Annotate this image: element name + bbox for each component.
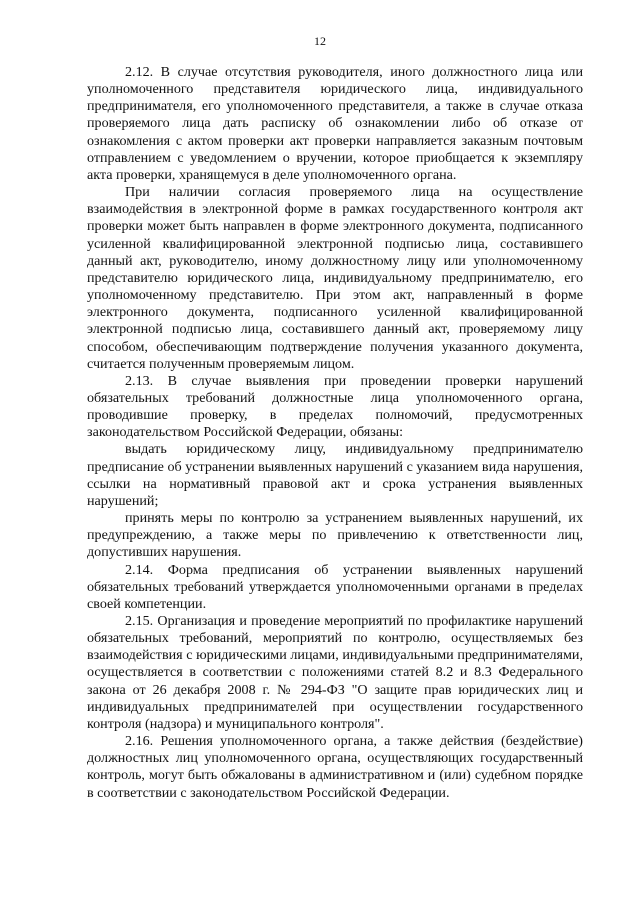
paragraph-2-16: 2.16. Решения уполномоченного органа, а также действия (бездействие) должностных лиц уполномоченного органа, осуществляющих государственный контроль, могут быть обжалованы в административном и (или) судебном порядке в соответствии с законодательством Российской Федерации. [87, 733, 583, 801]
paragraph-issue-order: выдать юридическому лицу, индивидуальному предпринимателю предписание об устранении выявленных нарушений с указанием вида нарушения, ссылки на нормативный правовой акт и срока устранения выявленных нарушений; [87, 441, 583, 509]
paragraph-2-15: 2.15. Организация и проведение мероприятий по профилактике нарушений обязательных требований, мероприятий по контролю, осуществляемых без взаимодействия с юридическими лицами, индивидуальными предпринимателями, осуществляется в соответствии с положениями статей 8.2 и 8.3 Федерального закона от 26 декабря 2008 г. № 294-ФЗ "О защите прав юридических лиц и индивидуальных предпринимателей при осуществлении государственного контроля (надзора) и муниципального контроля". [87, 613, 583, 732]
paragraph-2-14: 2.14. Форма предписания об устранении выявленных нарушений обязательных требований утверждается уполномоченными органами в пределах своей компетенции. [87, 561, 583, 612]
paragraph-2-12: 2.12. В случае отсутствия руководителя, иного должностного лица или уполномоченного представителя юридического лица, индивидуального предпринимателя, его уполномоченного представителя, а также в случае отказа проверяемого лица дать расписку об ознакомлении либо об отказе от ознакомления с актом проверки акт проверки направляется заказным почтовым отправлением с уведомлением о вручении, которое приобщается к экземпляру акта проверки, хранящемуся в деле уполномоченного органа. [87, 64, 583, 183]
document-body [87, 64, 583, 802]
paragraph-electronic-act: При наличии согласия проверяемого лица на осуществление взаимодействия в электронной форме в рамках государственного контроля акт проверки может быть направлен в форме электронного документа, подписанного усиленной квалифицированной электронной подписью лица, составившего данный акт, руководителю, иному должностному лицу или уполномоченному представителю юридического лица, индивидуальному предпринимателю, его уполномоченному представителю. При этом акт, направленный в форме электронного документа, подписанного усиленной квалифицированной электронной подписью лица, составившего данный акт, проверяемому лицу способом, обеспечивающим подтверждение получения указанного документа, считается полученным проверяемым лицом. [87, 184, 583, 372]
page-number: 12 [314, 34, 326, 48]
paragraph-2-13: 2.13. В случае выявления при проведении проверки нарушений обязательных требований должностные лица уполномоченного органа, проводившие проверку, в пределах полномочий, предусмотренных законодательством Российской Федерации, обязаны: [87, 372, 583, 441]
paragraph-take-measures: принять меры по контролю за устранением выявленных нарушений, их предупреждению, а также меры по привлечению к ответственности лиц, допустивших нарушения. [87, 510, 583, 561]
